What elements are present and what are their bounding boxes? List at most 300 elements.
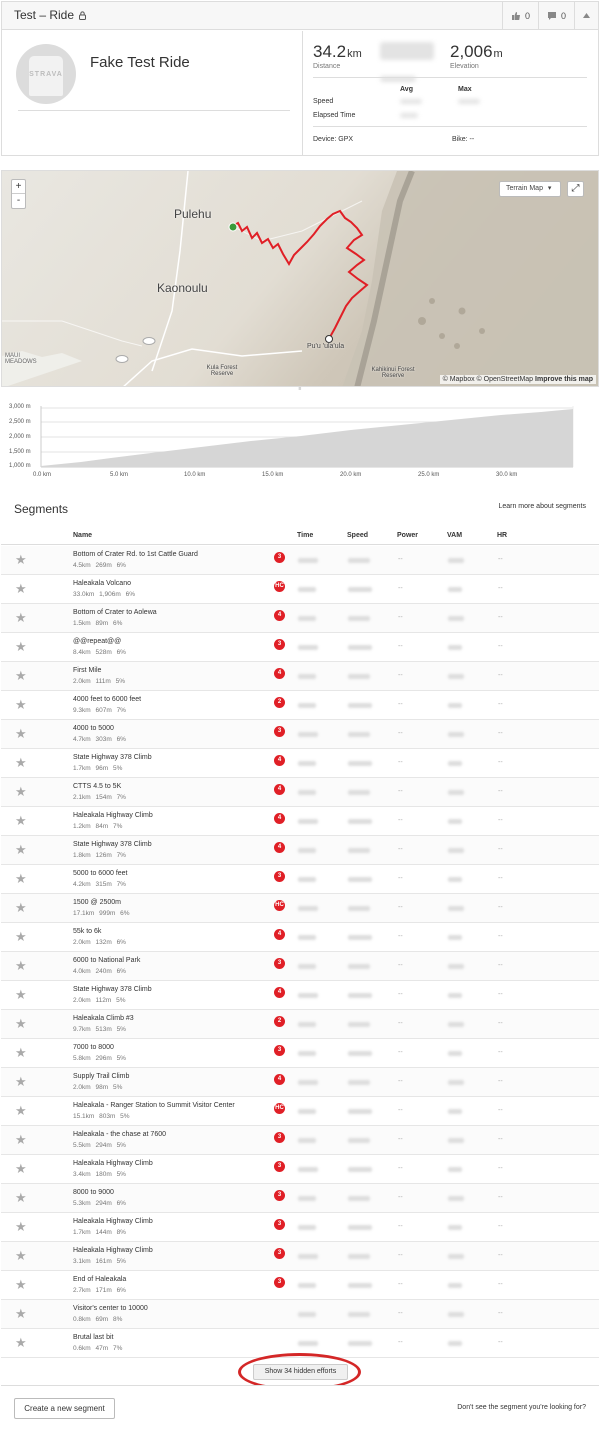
blurred-speed [348,790,370,795]
climb-category-icon: 3 [274,1132,285,1143]
y-tick: 2,000 m [9,434,31,440]
segment-name-link[interactable]: First Mile [73,667,102,674]
segment-name-link[interactable]: State Highway 378 Climb [73,841,152,848]
segment-name-link[interactable]: Haleakala Highway Climb [73,1247,153,1254]
blurred-speed [348,964,370,969]
blurred-speed [348,935,372,940]
hr-empty: -- [498,1078,503,1085]
hr-empty: -- [498,556,503,563]
segment-row[interactable] [1,981,599,1010]
power-empty: -- [398,817,403,824]
segment-row[interactable] [1,720,599,749]
blurred-time [298,1080,318,1085]
segment-row[interactable] [1,1010,599,1039]
map-layer-dropdown[interactable] [499,181,561,197]
map-attribution [440,375,596,384]
x-tick: 0.0 km [33,472,52,478]
star-icon[interactable]: ★ [15,1045,27,1060]
segment-row[interactable] [1,1300,599,1329]
zoom-in-button[interactable]: + [12,180,25,194]
segment-name-link[interactable]: Brutal last bit [73,1334,114,1341]
stat-distance [313,42,362,70]
blurred-vam [448,761,462,766]
route-finish-marker [326,336,333,343]
caret-up-icon [583,13,590,18]
zoom-control [11,179,26,209]
hr-empty: -- [498,1252,503,1259]
segment-name-link[interactable]: Haleakala Climb #3 [73,1015,134,1022]
col-time[interactable]: Time [297,532,314,539]
star-icon[interactable]: ★ [15,1248,27,1263]
blurred-speed [348,674,370,679]
power-empty: -- [398,643,403,650]
star-icon[interactable]: ★ [15,1016,27,1031]
place-pulehu: Pulehu [174,207,212,221]
power-empty: -- [398,730,403,737]
blurred-time [298,558,318,563]
segment-stats: 0.6km 47m 7% [73,1345,123,1352]
hr-empty: -- [498,1310,503,1317]
segment-stats: 4.2km 315m 7% [73,881,126,888]
segment-row[interactable] [1,662,599,691]
blurred-vam [448,790,464,795]
climb-category-icon: 3 [274,1219,285,1230]
comment-count: 0 [560,10,566,21]
power-empty: -- [398,1049,403,1056]
segment-stats: 1.8km 126m 7% [73,852,126,859]
blurred-time [298,1022,316,1027]
climb-category-icon: HC [274,581,285,592]
route-map[interactable] [1,170,599,387]
create-segment-button[interactable]: Create a new segment [14,1398,115,1419]
segment-stats: 2.0km 98m 5% [73,1084,123,1091]
power-empty: -- [398,1339,403,1346]
segment-name-link[interactable]: 1500 @ 2500m [73,899,121,906]
x-tick: 5.0 km [110,472,129,478]
divider [18,110,290,111]
blurred-vam [448,1022,464,1027]
max-header: Max [458,86,472,93]
blurred-speed [348,645,372,650]
y-tick: 1,500 m [9,449,31,455]
star-icon[interactable]: ★ [15,900,27,915]
star-icon[interactable]: ★ [15,1219,27,1234]
segment-row[interactable] [1,894,599,923]
elevation-profile[interactable] [1,392,599,488]
blurred-time [298,1051,316,1056]
climb-category-icon: 4 [274,1074,285,1085]
blurred-speed [348,703,372,708]
blurred-speed [348,558,370,563]
blurred-vam [448,964,464,969]
hr-empty: -- [498,1281,503,1288]
segment-row[interactable] [1,923,599,952]
y-tick: 1,000 m [9,463,31,469]
segments-table-header [1,526,599,545]
segment-row[interactable] [1,1126,599,1155]
star-icon[interactable]: ★ [15,958,27,973]
segment-stats: 17.1km 999m 6% [73,910,130,917]
climb-category-icon: 3 [274,552,285,563]
show-hidden-efforts-button[interactable]: Show 34 hidden efforts [253,1364,348,1380]
blurred-time [298,1196,316,1201]
blurred-speed [348,906,370,911]
segment-stats: 9.7km 513m 5% [73,1026,126,1033]
climb-category-icon: 2 [274,697,285,708]
blurred-vam [448,1167,462,1172]
hr-empty: -- [498,614,503,621]
segment-stats: 1.7km 144m 8% [73,1229,126,1236]
star-icon[interactable]: ★ [15,1074,27,1089]
blurred-vam [448,558,464,563]
col-hr[interactable]: HR [497,532,508,539]
climb-category-icon: 3 [274,726,285,737]
segment-row[interactable] [1,1242,599,1271]
segment-stats: 2.0km 112m 5% [73,997,126,1004]
blurred-speed [348,1312,370,1317]
blurred-value [400,113,418,118]
segment-row[interactable] [1,749,599,778]
hr-empty: -- [498,585,503,592]
blurred-time [298,1283,316,1288]
y-tick: 3,000 m [9,404,31,410]
place-maui-meadows: MAUI MEADOWS [5,353,37,365]
blurred-vam [448,1109,462,1114]
climb-category-icon: 4 [274,813,285,824]
segment-name-link[interactable]: 6000 to National Park [73,957,141,964]
star-icon[interactable]: ★ [15,1190,27,1205]
climb-category-icon: 3 [274,639,285,650]
segment-name-link[interactable]: Bottom of Crater Rd. to 1st Cattle Guard [73,551,198,558]
blurred-speed [348,1051,372,1056]
climb-category-icon: 2 [274,1016,285,1027]
star-icon[interactable]: ★ [15,610,27,625]
blurred-vam [448,906,464,911]
segment-name-link[interactable]: 5000 to 6000 feet [73,870,128,877]
star-icon[interactable]: ★ [15,987,27,1002]
segment-row[interactable] [1,778,599,807]
title-bar [2,2,598,30]
thumbs-up-icon [511,11,521,21]
star-icon[interactable]: ★ [15,639,27,654]
climb-category-icon: HC [274,900,285,911]
blurred-vam [448,732,464,737]
blurred-time [298,1254,318,1259]
segment-row[interactable] [1,1155,599,1184]
power-empty: -- [398,962,403,969]
star-icon[interactable]: ★ [15,581,27,596]
blurred-vam [448,703,462,708]
segment-name-link[interactable]: Haleakala Volcano [73,580,131,587]
segment-stats: 3.1km 161m 5% [73,1258,126,1265]
star-icon[interactable]: ★ [15,726,27,741]
zoom-out-button[interactable]: - [16,195,21,206]
fullscreen-button[interactable] [567,181,584,197]
segment-name-link[interactable]: Bottom of Crater to Aolewa [73,609,157,616]
segment-name-link[interactable]: State Highway 378 Climb [73,986,152,993]
segment-stats: 8.4km 528m 6% [73,649,126,656]
segment-stats: 5.8km 296m 5% [73,1055,126,1062]
blurred-vam [448,674,464,679]
segment-row[interactable] [1,807,599,836]
power-empty: -- [398,875,403,882]
distance-unit: km [347,48,362,60]
blurred-time [298,1341,318,1346]
segment-row[interactable] [1,1213,599,1242]
segment-name-link[interactable]: Haleakala Highway Climb [73,1160,153,1167]
power-empty: -- [398,1107,403,1114]
elapsed-time-label: Elapsed Time [313,112,356,119]
divider [313,126,587,127]
blurred-time [298,1138,316,1143]
blurred-vam [448,993,462,998]
attribution-text[interactable]: © Mapbox © OpenStreetMap [442,376,534,383]
segment-name-link[interactable]: 55k to 6k [73,928,102,935]
star-icon[interactable]: ★ [15,1132,27,1147]
blurred-speed [348,1167,372,1172]
segment-name-link[interactable]: Haleakala - Ranger Station to Summit Visitor Center [73,1102,235,1109]
place-kula-forest: Kula Forest Reserve [206,365,238,377]
kudos-button[interactable] [502,2,538,30]
blurred-speed [348,732,370,737]
climb-category-icon: 4 [274,987,285,998]
hr-empty: -- [498,1107,503,1114]
segment-name-link[interactable]: 7000 to 8000 [73,1044,114,1051]
hr-empty: -- [498,759,503,766]
hr-empty: -- [498,1339,503,1346]
segment-row[interactable] [1,691,599,720]
hr-empty: -- [498,1223,503,1230]
star-icon[interactable]: ★ [15,552,27,567]
blurred-speed [348,761,372,766]
improve-map-link[interactable]: Improve this map [535,376,593,383]
blurred-time [298,1225,316,1230]
blurred-time [298,703,316,708]
place-summit: Pu'u 'ula'ula [307,343,345,350]
star-icon[interactable]: ★ [15,1103,27,1118]
segment-stats: 5.3km 294m 6% [73,1200,126,1207]
blurred-speed [348,877,372,882]
climb-category-icon: 3 [274,958,285,969]
blurred-speed [348,848,370,853]
activity-title [14,8,502,23]
stat-elevation [450,42,503,70]
segment-name-link[interactable]: @@repeat@@ [73,638,122,645]
blurred-vam [448,1283,462,1288]
power-empty: -- [398,556,403,563]
expand-icon: ⤢ [571,183,580,194]
segment-name-link[interactable]: Visitor's center to 10000 [73,1305,148,1312]
power-empty: -- [398,672,403,679]
segment-row[interactable] [1,865,599,894]
hr-empty: -- [498,991,503,998]
blurred-time [298,587,316,592]
power-empty: -- [398,788,403,795]
segment-row[interactable] [1,836,599,865]
power-empty: -- [398,904,403,911]
blurred-vam [448,1254,464,1259]
segment-name-link[interactable]: Supply Trail Climb [73,1073,130,1080]
blurred-vam [448,877,462,882]
segment-stats: 15.1km 803m 5% [73,1113,130,1120]
star-icon[interactable]: ★ [15,1161,27,1176]
climb-category-icon: 3 [274,1190,285,1201]
athlete-avatar[interactable] [16,44,76,104]
climb-category-icon: 3 [274,1248,285,1259]
segment-name-link[interactable]: CTTS 4.5 to 5K [73,783,122,790]
x-tick: 25.0 km [418,472,440,478]
power-empty: -- [398,1281,403,1288]
segment-stats: 3.4km 180m 5% [73,1171,126,1178]
climb-category-icon: 4 [274,929,285,940]
hr-empty: -- [498,846,503,853]
col-power[interactable]: Power [397,532,419,539]
col-speed[interactable]: Speed [347,532,369,539]
hr-empty: -- [498,875,503,882]
segment-row[interactable] [1,546,599,575]
x-tick: 10.0 km [184,472,206,478]
power-empty: -- [398,1310,403,1317]
col-vam[interactable]: VAM [447,532,463,539]
blurred-time [298,935,316,940]
hr-empty: -- [498,1020,503,1027]
x-tick: 20.0 km [340,472,362,478]
blurred-vam [448,1051,462,1056]
segments-title: Segments [14,502,69,516]
power-empty: -- [398,933,403,940]
hr-empty: -- [498,701,503,708]
segment-name-link[interactable]: Haleakala Highway Climb [73,812,153,819]
stat-moving-time [380,42,434,87]
elevation-value: 2,006 [450,42,493,61]
hr-empty: -- [498,904,503,911]
blurred-time [298,993,318,998]
star-icon[interactable]: ★ [15,668,27,683]
actions-menu-button[interactable] [574,2,598,30]
segment-name-link[interactable]: Haleakala - the chase at 7600 [73,1131,167,1138]
star-icon[interactable]: ★ [15,813,27,828]
blurred-vam [448,587,462,592]
hr-empty: -- [498,817,503,824]
blurred-speed [348,587,372,592]
map-resize-handle[interactable]: ≡ [298,386,302,392]
lock-icon [79,9,86,23]
segment-name-link[interactable]: End of Haleakala [73,1276,127,1283]
segment-row[interactable] [1,1184,599,1213]
place-kahikinui-forest: Kahikinui Forest Reserve [371,367,415,379]
elevation-label: Elevation [450,63,479,70]
power-empty: -- [398,585,403,592]
blurred-time [298,674,316,679]
climb-category-icon: 3 [274,1277,285,1288]
climb-category-icon: 4 [274,610,285,621]
col-name[interactable]: Name [73,532,93,539]
divider [313,77,587,78]
segment-name-link[interactable]: 4000 to 5000 [73,725,114,732]
star-icon[interactable]: ★ [15,929,27,944]
segment-row[interactable] [1,952,599,981]
segment-row[interactable] [1,1039,599,1068]
segment-row[interactable] [1,1097,599,1126]
blurred-time [298,790,316,795]
segment-name-link[interactable]: 4000 feet to 6000 feet [73,696,142,703]
segment-row[interactable] [1,604,599,633]
segment-stats: 2.1km 154m 7% [73,794,126,801]
power-empty: -- [398,991,403,998]
power-empty: -- [398,1223,403,1230]
blurred-speed [348,1080,370,1085]
blurred-time [298,732,318,737]
power-empty: -- [398,1136,403,1143]
kudos-count: 0 [524,10,530,21]
star-icon[interactable]: ★ [15,697,27,712]
blurred-speed [348,1225,372,1230]
star-icon[interactable]: ★ [15,1306,27,1321]
blurred-value [458,99,480,104]
map-layer-label: Terrain Map [506,185,543,192]
power-empty: -- [398,1020,403,1027]
segment-row[interactable] [1,1068,599,1097]
comment-icon [547,11,557,21]
avatar-brand-logo: STRAVA [29,71,63,78]
star-icon[interactable]: ★ [15,1277,27,1292]
speed-label: Speed [313,98,334,105]
power-empty: -- [398,1194,403,1201]
segment-stats: 1.2km 84m 7% [73,823,123,830]
segment-name-link[interactable]: Haleakala Highway Climb [73,1218,153,1225]
star-icon[interactable]: ★ [15,842,27,857]
blurred-vam [448,1225,462,1230]
segment-stats: 2.7km 171m 6% [73,1287,126,1294]
x-tick: 15.0 km [262,472,284,478]
comments-button[interactable] [538,2,574,30]
star-icon[interactable]: ★ [15,784,27,799]
climb-category-icon: 4 [274,784,285,795]
elevation-unit: m [493,48,503,60]
segment-name-link[interactable]: 8000 to 9000 [73,1189,114,1196]
segment-row[interactable] [1,633,599,662]
blurred-vam [448,819,462,824]
blurred-vam [448,1196,464,1201]
blurred-time [298,848,316,853]
star-icon[interactable]: ★ [15,755,27,770]
segment-row[interactable] [1,1271,599,1300]
climb-category-icon: 3 [274,1045,285,1056]
segment-name-link[interactable]: State Highway 378 Climb [73,754,152,761]
blurred-speed [348,1341,372,1346]
blurred-vam [448,645,462,650]
blurred-speed [348,1283,372,1288]
hr-empty: -- [498,1049,503,1056]
blurred-time [298,645,318,650]
route-start-marker [229,223,237,231]
star-icon[interactable]: ★ [15,871,27,886]
map-terrain[interactable] [2,171,599,387]
hr-empty: -- [498,962,503,969]
y-tick: 2,500 m [9,419,31,425]
activity-title-text: Test – Ride [14,8,75,22]
hr-empty: -- [498,672,503,679]
learn-more-link[interactable]: Learn more about segments [498,503,586,510]
blurred-time [298,1312,316,1317]
segment-stats: 33.0km 1,906m 6% [73,591,136,598]
power-empty: -- [398,846,403,853]
hr-empty: -- [498,1194,503,1201]
device-info: Device: GPX [313,136,354,143]
power-empty: -- [398,1252,403,1259]
segment-row[interactable] [1,575,599,604]
star-icon[interactable]: ★ [15,1335,27,1350]
